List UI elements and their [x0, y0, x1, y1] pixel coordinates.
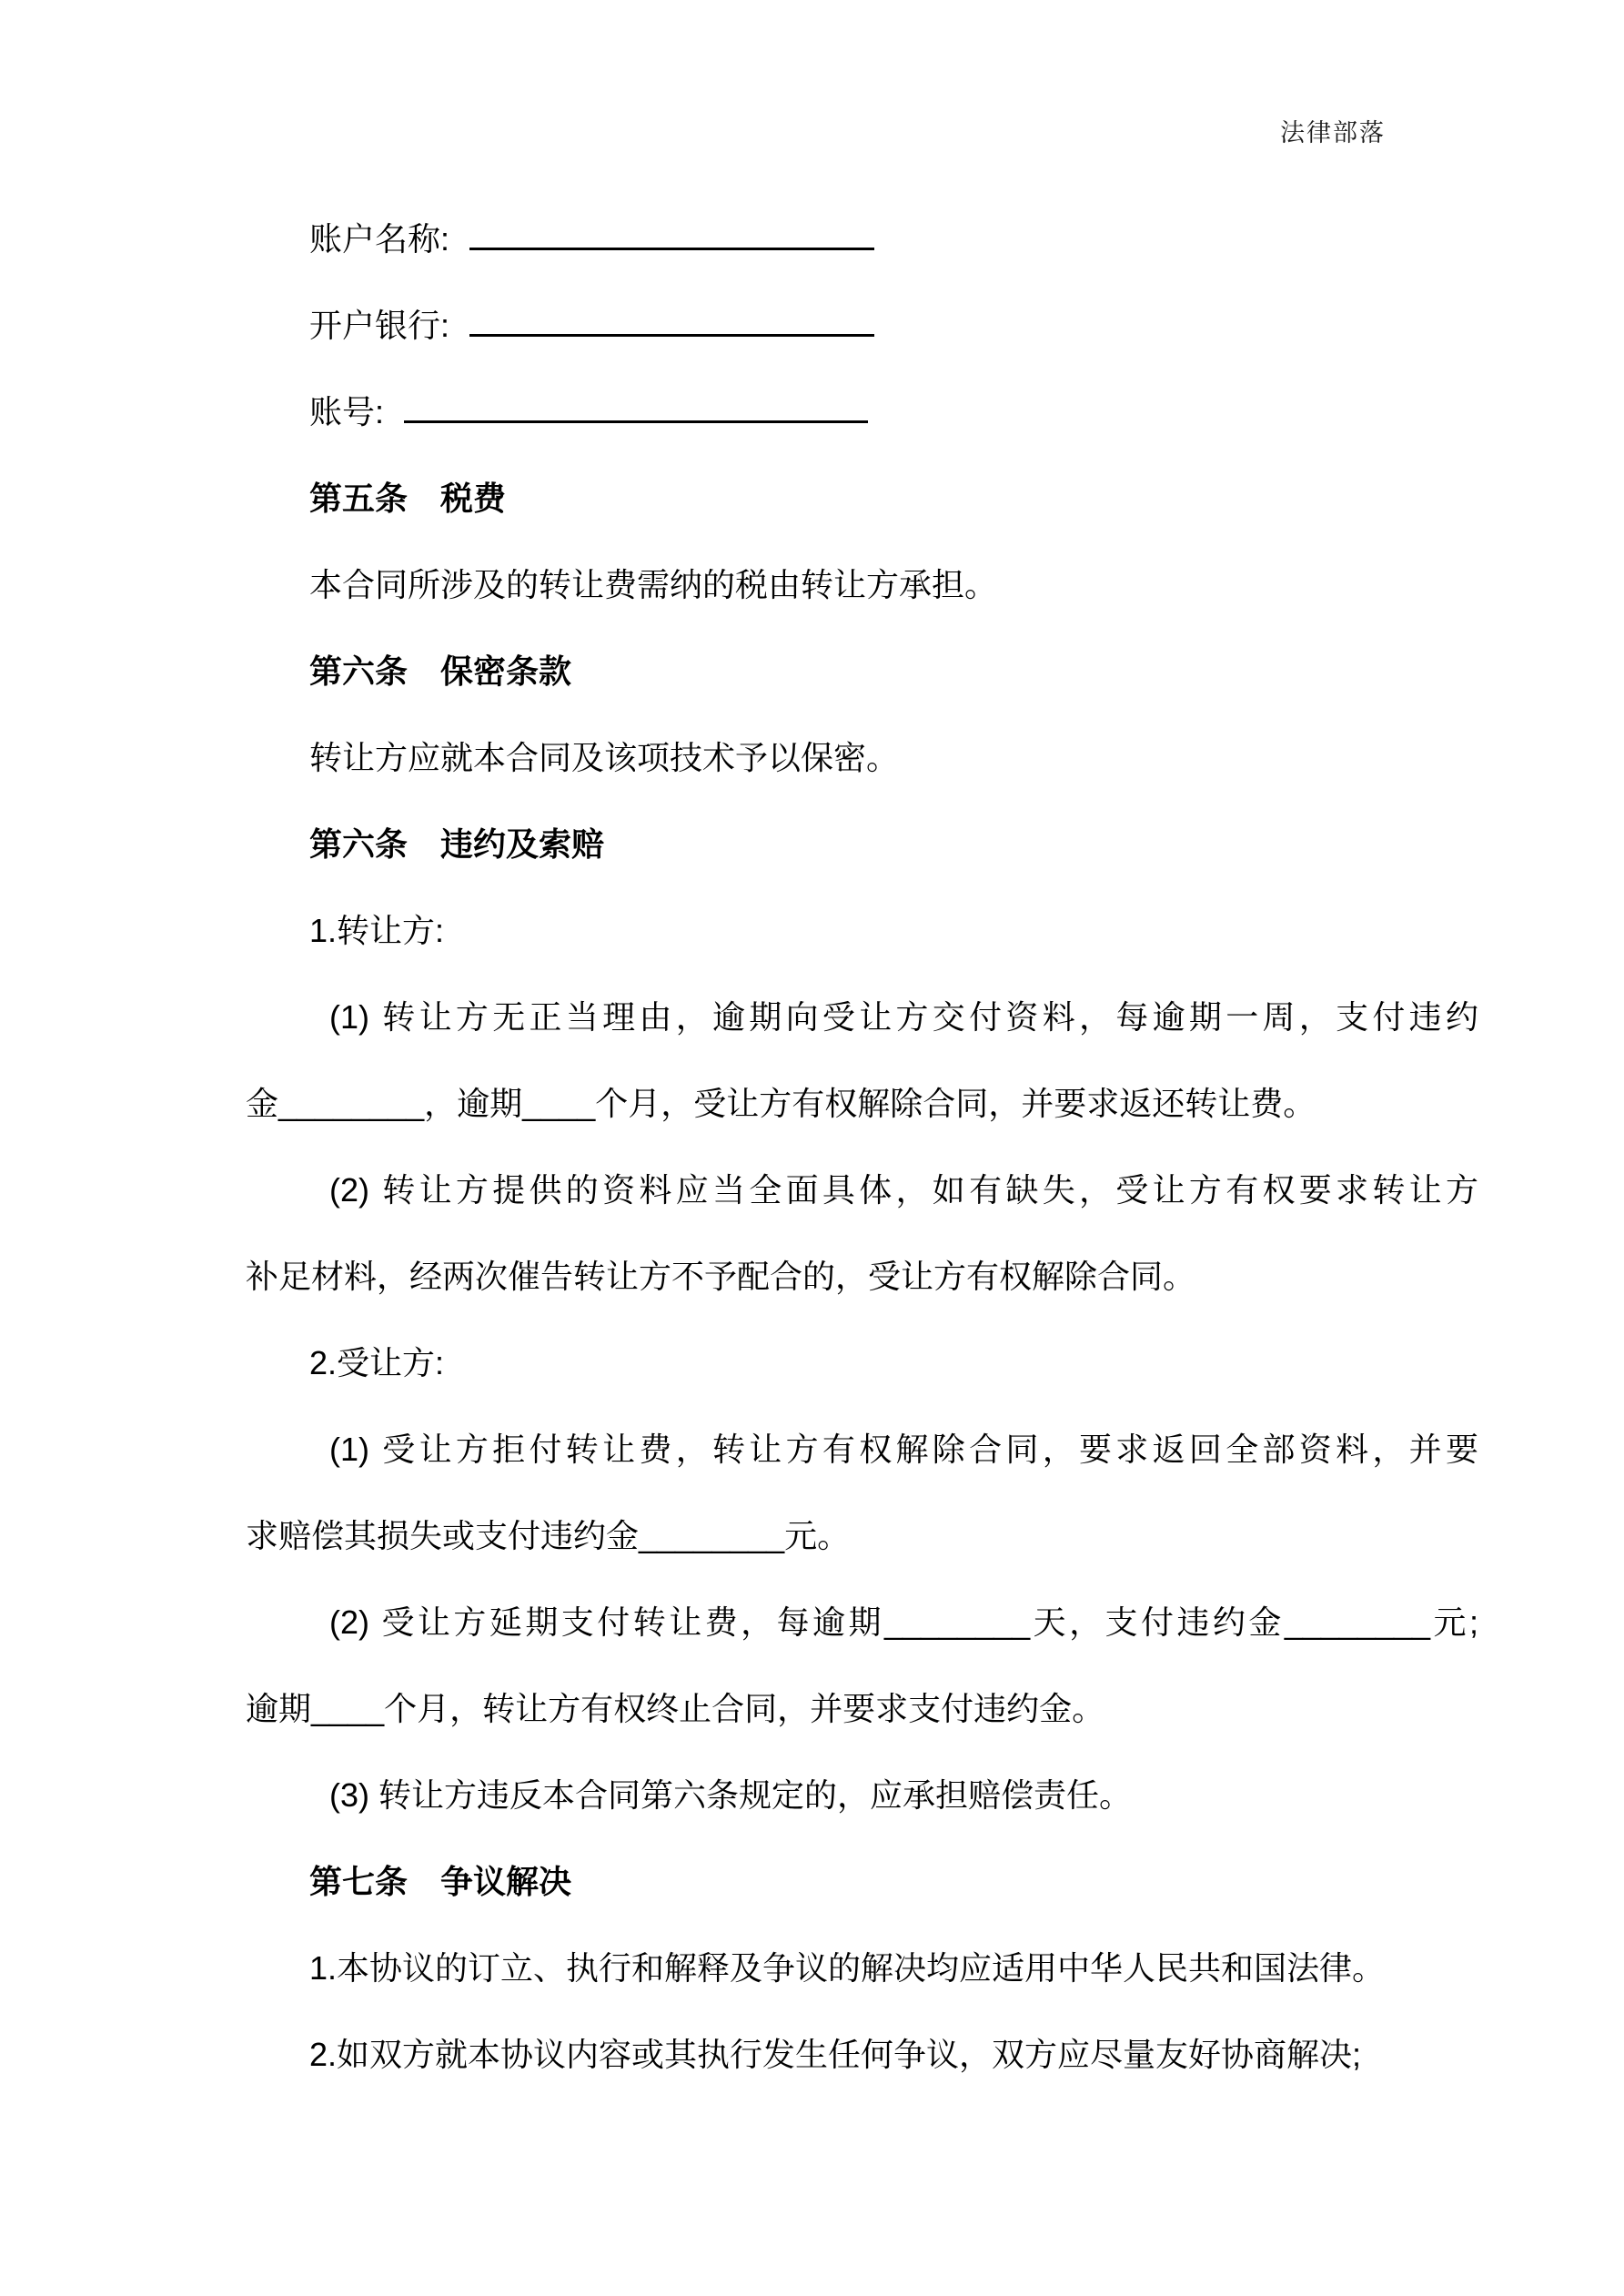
transferee-clause-1-line-2: 求赔偿其损失或支付违约金________元。 [246, 1517, 851, 1554]
bank-name-blank-line [469, 323, 874, 337]
transferee-clause-2-line-1: (2) 受让方延期支付转让费，每逾期________天，支付违约金________元; [329, 1603, 1478, 1641]
transferee-clause-3: (3) 转让方违反本合同第六条规定的，应承担赔偿责任。 [329, 1776, 1133, 1814]
section-6-confidentiality-heading: 第六条 保密条款 [309, 652, 572, 690]
account-name-blank-line [469, 237, 874, 250]
section-6-breach-heading: 第六条 违约及索赔 [309, 825, 605, 863]
transferee-clause-2-line-2: 逾期____个月，转让方有权终止合同，并要求支付违约金。 [246, 1690, 1105, 1727]
section-5-paragraph: 本合同所涉及的转让费需纳的税由转让方承担。 [309, 566, 998, 603]
section-7-clause-1: 1.本协议的订立、执行和解释及争议的解决均应适用中华人民共和国法律。 [309, 1949, 1386, 1987]
field-row-account-name [246, 196, 1478, 282]
account-name-label: 账户名称: [309, 220, 459, 258]
section-5-heading: 第五条 税费 [309, 480, 507, 517]
section-6-confidentiality-paragraph: 转让方应就本合同及该项技术予以保密。 [309, 739, 900, 776]
transferor-clause-2-line-2: 补足材料，经两次催告转让方不予配合的，受让方有权解除合同。 [246, 1258, 1196, 1295]
section-7-heading: 第七条 争议解决 [309, 1863, 572, 1900]
transferor-clause-2-line-1: (2) 转让方提供的资料应当全面具体，如有缺失，受让方有权要求转让方 [329, 1171, 1478, 1209]
transferee-item-title: 2.受让方: [309, 1344, 445, 1381]
transferor-clause-1-line-2: 金________，逾期____个月，受让方有权解除合同，并要求返还转让费。 [246, 1085, 1316, 1122]
field-row-account-number [246, 369, 1478, 455]
bank-name-label: 开户银行: [309, 307, 459, 344]
section-7-clause-2: 2.如双方就本协议内容或其执行发生任何争议，双方应尽量友好协商解决; [309, 2036, 1362, 2073]
transferor-item-title: 1.转让方: [309, 912, 445, 949]
account-number-label: 账号: [309, 393, 394, 430]
account-number-blank-line [404, 410, 868, 423]
site-watermark: 法律部落 [1280, 119, 1386, 147]
transferor-clause-1-line-1: (1) 转让方无正当理由，逾期向受让方交付资料，每逾期一周，支付违约 [329, 998, 1478, 1036]
document-body [246, 196, 1478, 2098]
transferee-clause-1-line-1: (1) 受让方拒付转让费，转让方有权解除合同，要求返回全部资料，并要 [329, 1431, 1478, 1468]
field-row-bank-name [246, 282, 1478, 369]
